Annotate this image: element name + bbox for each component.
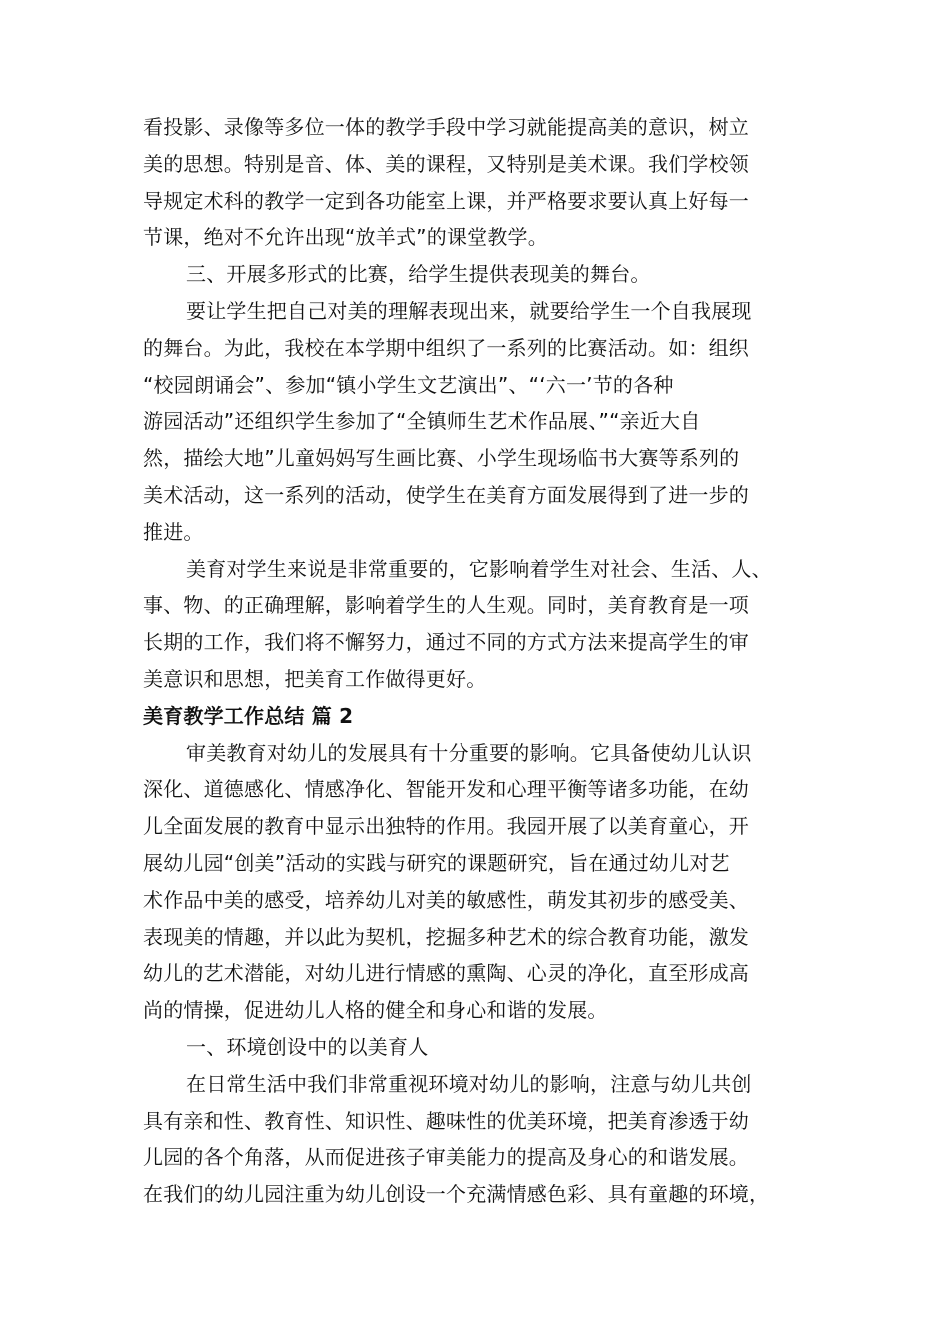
text-line: 推进。 <box>143 519 204 544</box>
text-line: 看投影、录像等多位一体的教学手段中学习就能提高美的意识，树立 <box>143 115 749 139</box>
text-line: 术作品中美的感受，培养幼儿对美的敏感性，萌发其初步的感受美、 <box>143 887 749 912</box>
text-line: 三、开展多形式的比赛，给学生提供表现美的舞台。 <box>186 262 651 287</box>
text-line: 审美教育对幼儿的发展具有十分重要的影响。它具备使幼儿认识 <box>186 740 752 765</box>
text-line: “校园朗诵会”、参加“镇小学生文艺演出”、“‘六一’节的各种 <box>143 372 674 397</box>
text-line: 的舞台。为此，我校在本学期中组织了一系列的比赛活动。如：组织 <box>143 335 749 360</box>
text-line: 深化、道德感化、情感净化、智能开发和心理平衡等诸多功能，在幼 <box>143 777 749 802</box>
text-line: 美意识和思想，把美育工作做得更好。 <box>143 666 487 691</box>
text-line: 美的思想。特别是音、体、美的课程，又特别是美术课。我们学校领 <box>143 151 749 176</box>
text-line: 具有亲和性、教育性、知识性、趣味性的优美环境，把美育渗透于幼 <box>143 1108 749 1133</box>
text-line: 展幼儿园“创美”活动的实践与研究的课题研究，旨在通过幼儿对艺 <box>143 850 730 875</box>
text-line: 在我们的幼儿园注重为幼儿创设一个充满情感色彩、具有童趣的环境， <box>143 1182 770 1207</box>
document-body <box>143 109 833 1213</box>
text-line: 长期的工作，我们将不懈努力，通过不同的方式方法来提高学生的审 <box>143 630 749 655</box>
text-line: 美育对学生来说是非常重要的，它影响着学生对社会、生活、人、 <box>186 556 772 581</box>
text-line: 要让学生把自己对美的理解表现出来，就要给学生一个自我展现 <box>186 298 752 323</box>
text-line: 幼儿的艺术潜能，对幼儿进行情感的熏陶、心灵的净化，直至形成高 <box>143 961 749 986</box>
text-line: 事、物、的正确理解，影响着学生的人生观。同时，美育教育是一项 <box>143 593 749 618</box>
text-line: 表现美的情趣，并以此为契机，挖掘多种艺术的综合教育功能，激发 <box>143 924 749 949</box>
text-line: 一、环境创设中的以美育人 <box>186 1034 429 1059</box>
text-line: 儿全面发展的教育中显示出独特的作用。我园开展了以美育童心，开 <box>143 814 749 839</box>
text-line: 导规定术科的教学一定到各功能室上课，并严格要求要认真上好每一 <box>143 188 749 213</box>
text-line: 在日常生活中我们非常重视环境对幼儿的影响，注意与幼儿共创 <box>186 1071 752 1096</box>
section-heading: 美育教学工作总结 篇 2 <box>143 703 354 728</box>
text-line: 游园活动”还组织学生参加了“全镇师生艺术作品展、”“亲近大自 <box>143 409 701 434</box>
text-line: 节课，绝对不允许出现“放羊式”的课堂教学。 <box>143 225 548 250</box>
text-line: 然，描绘大地”儿童妈妈写生画比赛、小学生现场临书大赛等系列的 <box>143 446 740 471</box>
text-line: 美术活动，这一系列的活动，使学生在美育方面发展得到了进一步的 <box>143 482 749 507</box>
text-line: 儿园的各个角落，从而促进孩子审美能力的提高及身心的和谐发展。 <box>143 1145 749 1170</box>
text-line: 尚的情操，促进幼儿人格的健全和身心和谐的发展。 <box>143 998 608 1023</box>
